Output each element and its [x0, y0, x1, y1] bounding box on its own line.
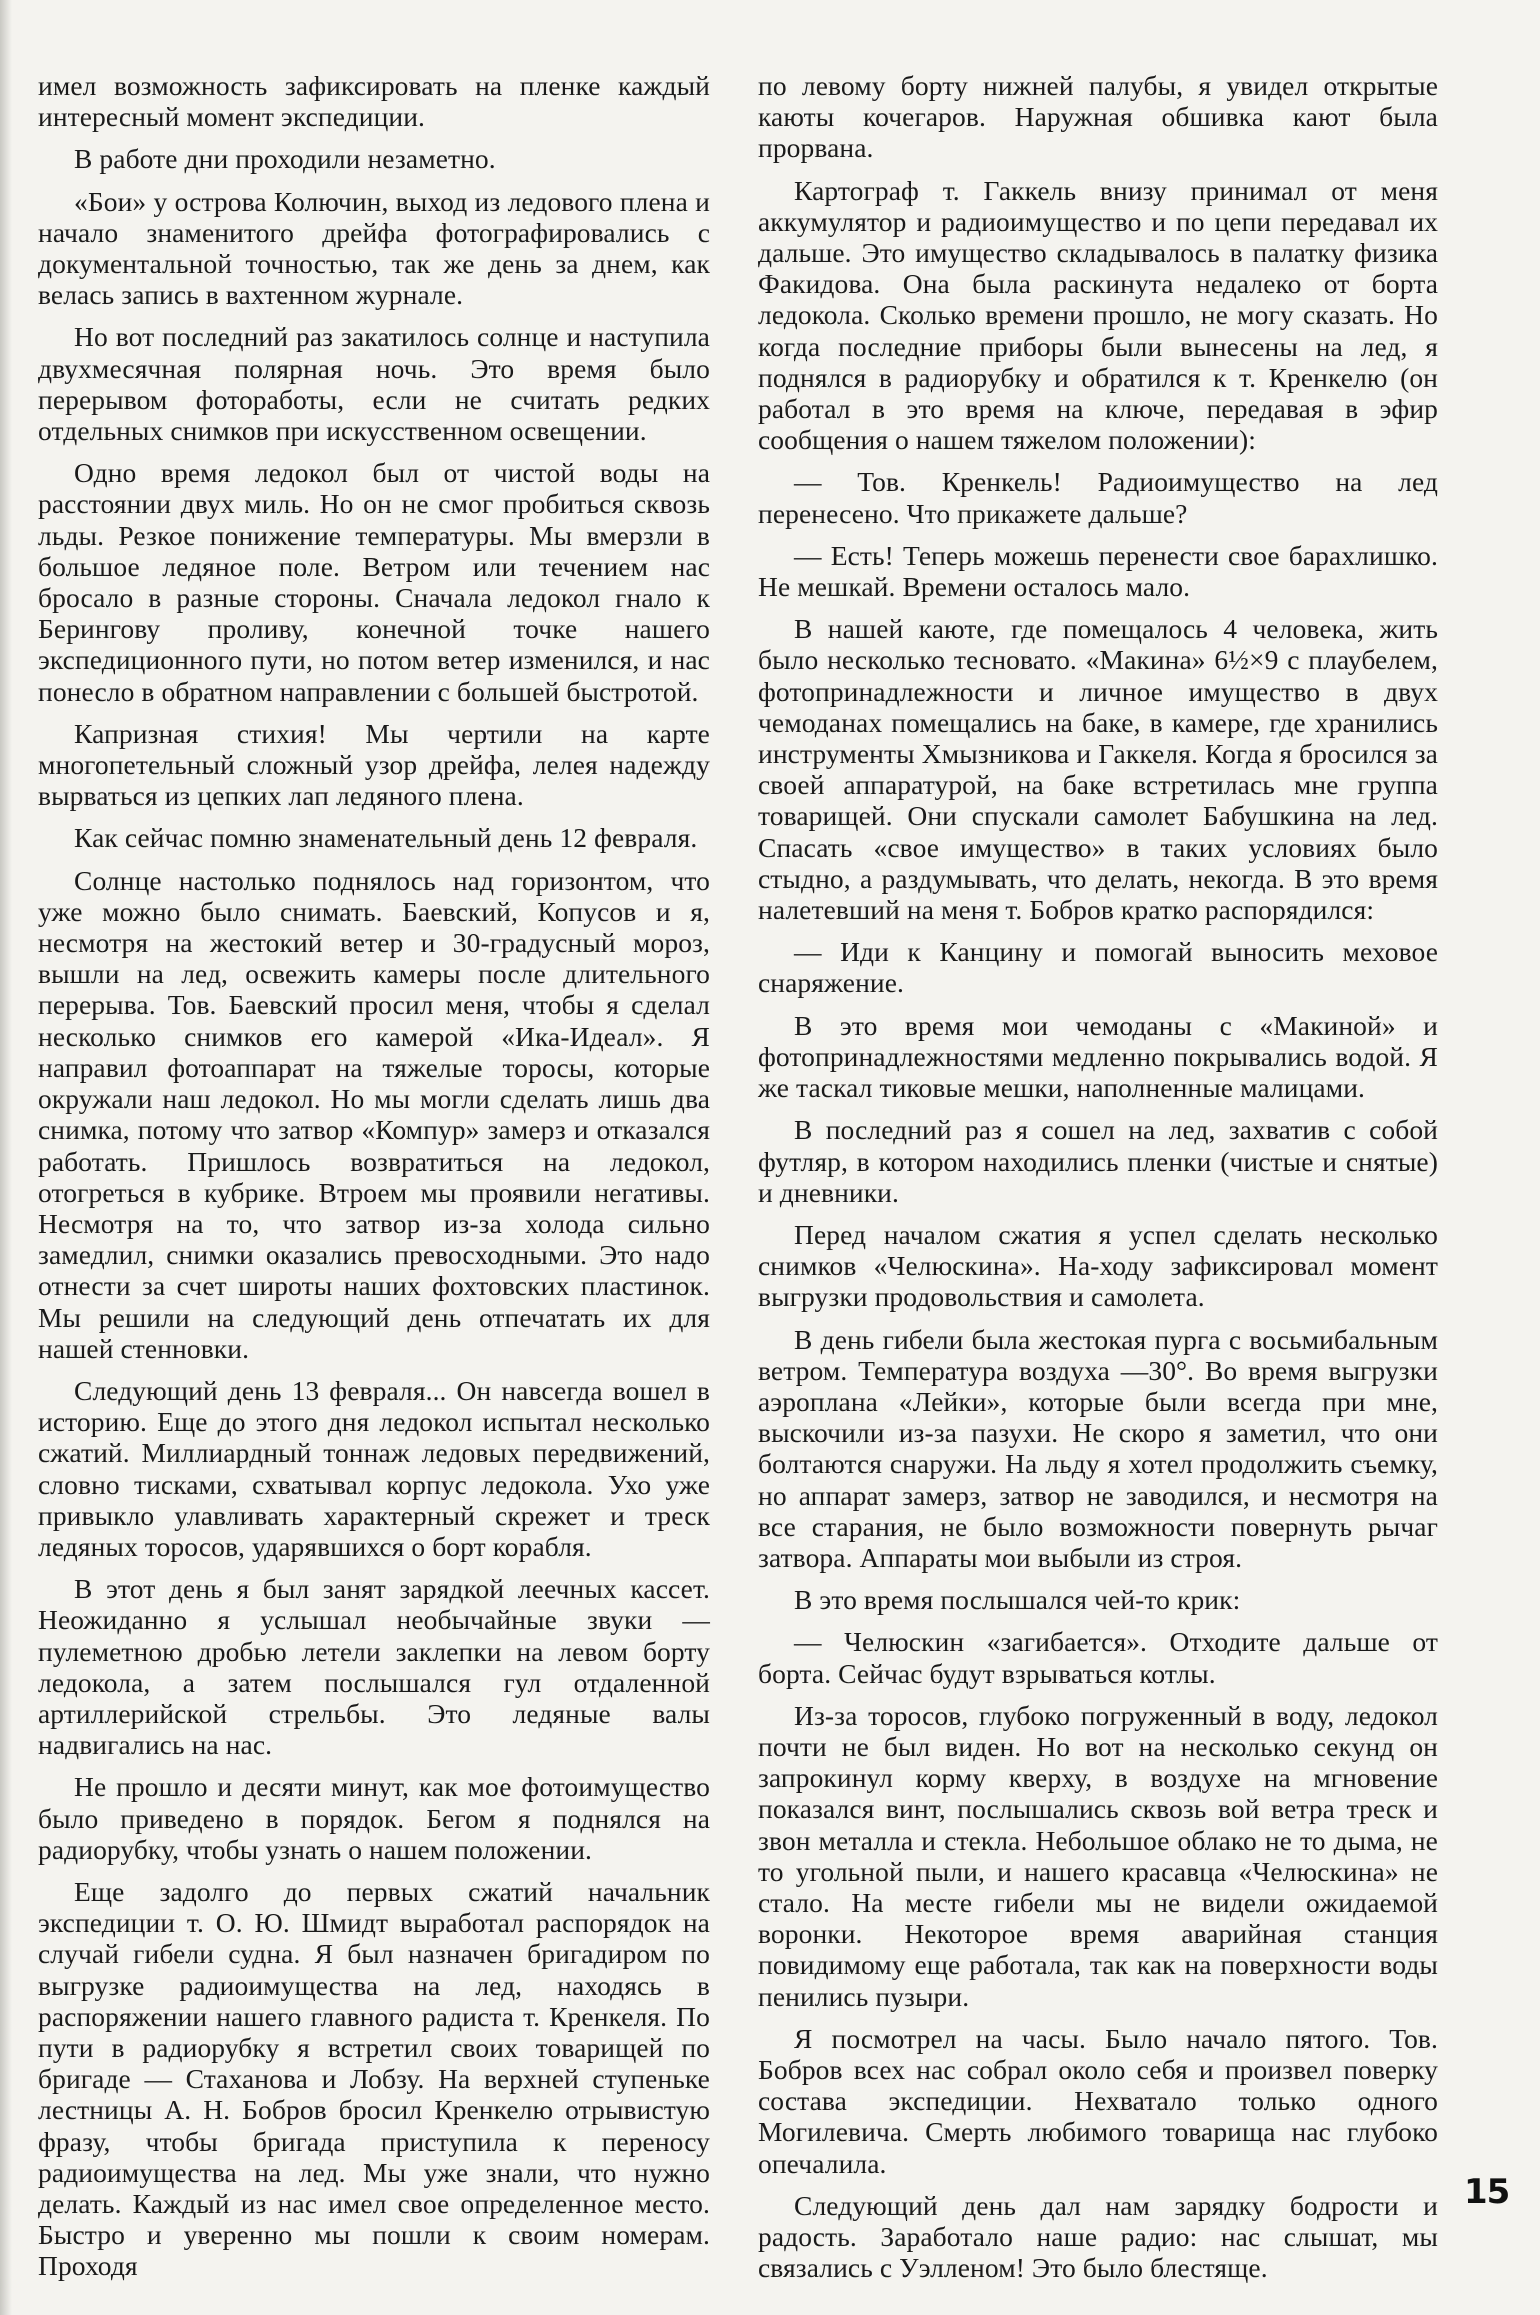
paragraph: Картограф т. Гаккель внизу принимал от меня аккумулятор и радиоимущество и по цепи передавал их дальше. Это имущество складывалось в палатку физика Факидова. Она была раскинута недалеко от борта ледокола. Сколько времени прошло, не могу сказать. Но когда последние приборы были вынесены на лед, я поднялся в радиорубку и обратился к т. Кренкелю (он работал в это время на ключе, передавая в эфир сообщения о нашем тяжелом положении): — [758, 174, 1438, 456]
paragraph: Одно время ледокол был от чистой воды на расстоянии двух миль. Но он не смог пробиться сквозь льды. Резкое понижение температуры. Мы вмерзли в большое ледяное поле. Ветром или течением нас бросало в разные стороны. Сначала ледокол гнало к Берингову проливу, конечной точке нашего экспедиционного пути, но потом ветер изменился, и нас понесло в обратном направлении с большей быстротой. — [38, 457, 710, 707]
paragraph: Не прошло и десяти минут, как мое фотоимущество было приведено в порядок. Бегом я поднялся на радиорубку, чтобы узнать о нашем положении. — [38, 1771, 710, 1865]
paragraph: В этот день я был занят зарядкой леечных кассет. Неожиданно я услышал необычайные звуки — пулеметною дробью летели заклепки на левом борту ледокола, а затем послышался гул отдаленной артиллерийской стрельбы. Это ледяные валы надвигались на нас. — [38, 1573, 710, 1761]
paragraph: — Челюскин «загибается». Отходите дальше от борта. Сейчас будут взрываться котлы. — [758, 1626, 1438, 1689]
paragraph: В последний раз я сошел на лед, захватив с собой футляр, в котором находились пленки (чистые и снятые) и дневники. — [758, 1114, 1438, 1208]
paragraph: Перед началом сжатия я успел сделать несколько снимков «Челюскина». На-ходу зафиксировал момент выгрузки продовольствия и самолета. — [758, 1218, 1438, 1313]
paragraph: Еще задолго до первых сжатий начальник экспедиции т. О. Ю. Шмидт выработал распорядок на случай гибели судна. Я был назначен бригадиром по выгрузке радиоимущества на лед, находясь в распоряжении нашего главного радиста т. Кренкеля. По пути в радиорубку я встретил своих товарищей по бригаде — Стаханова и Лобзу. На верхней ступеньке лестницы А. Н. Бобров бросил Кренкелю отрывистую фразу, чтобы бригада приступила к переносу радиоимущества на лед. Мы уже знали, что нужно делать. Каждый из нас имел свое определенное место. Быстро и уверенно мы пошли к своим номерам. Проходя — [38, 1875, 710, 2282]
paragraph: В день гибели была жестокая пурга с восьмибальным ветром. Температура воздуха —30°. Во время выгрузки аэроплана «Лейки», которые были всегда при мне, выскочили из-за пазухи. Не скоро я заметил, что они болтаются снаружи. На льду я хотел продолжить съемку, но аппарат замерз, затвор не заводился, и несмотря на все старания, не было возможности повернуть рычаг затвора. Аппараты мои выбыли из строя. — [758, 1323, 1438, 1573]
paragraph: Я посмотрел на часы. Было начало пятого. Тов. Бобров всех нас собрал около себя и произвел поверку состава экспедиции. Нехватало только одного Могилевича. Смерть любимого товарища нас глубоко опечалила. — [758, 2022, 1438, 2179]
right-column — [758, 70, 1438, 2294]
paragraph: Но вот последний раз закатилось солнце и наступила двухмесячная полярная ночь. Это время было перерывом фотоработы, если не считать редких отдельных снимков при искусственном освещении. — [38, 321, 710, 447]
left-column — [38, 70, 710, 2293]
page-number: 15 — [1464, 2172, 1510, 2212]
page-edge-shadow — [0, 0, 12, 2315]
paragraph: Из-за торосов, глубоко погруженный в воду, ледокол почти не был виден. Но вот на несколько секунд он запрокинул корму кверху, в воздухе на мгновение показался винт, послышались сквозь вой ветра треск и звон металла и стекла. Небольшое облако не то дыма, не то угольной пыли, и нашего красавца «Челюскина» не стало. На месте гибели мы не видели ожидаемой воронки. Некоторое время аварийная станция повидимому еще работала, так как на поверхности воды пенились пузыри. — [758, 1699, 1438, 2012]
paragraph: по левому борту нижней палубы, я увидел открытые каюты кочегаров. Наружная обшивка кают была прорвана. — [758, 70, 1438, 164]
paragraph: В это время послышался чей-то крик: — [794, 1584, 1241, 1616]
paragraph: Капризная стихия! Мы чертили на карте многопетельный сложный узор дрейфа, лелея надежду вырваться из цепких лап ледяного плена. — [38, 717, 710, 812]
paragraph: Следующий день 13 февраля... Он навсегда вошел в историю. Еще до этого дня ледокол испытал несколько сжатий. Миллиардный тоннаж ледовых передвижений, словно тисками, схватывал корпус ледокола. Ухо уже привыкло улавливать характерный скрежет и треск ледяных торосов, ударявшихся о борт корабля. — [38, 1374, 710, 1562]
paragraph: имел возможность зафиксировать на пленке каждый интересный момент экспедиции. — [38, 70, 710, 133]
paragraph: Следующий день дал нам зарядку бодрости и радость. Заработало наше радио: нас слышат, мы связались с Уэлленом! Это было блестяще. — [758, 2189, 1438, 2284]
paragraph: В это время мои чемоданы с «Макиной» и фотопринадлежностями медленно покрывались водой. Я же таскал тиковые мешки, наполненные малицами. — [758, 1009, 1438, 1104]
paragraph: — Иди к Канцину и помогай выносить меховое снаряжение. — [758, 936, 1438, 999]
paragraph: — Тов. Кренкель! Радиоимущество на лед перенесено. Что прикажете дальше? — [758, 466, 1438, 529]
paragraph: В работе дни проходили незаметно. — [74, 143, 496, 175]
paragraph: — Есть! Теперь можешь перенести свое барахлишко. Не мешкай. Времени осталось мало. — [758, 539, 1438, 603]
paragraph: Как сейчас помню знаменательный день 12 февраля. — [74, 822, 698, 854]
paragraph: В нашей каюте, где помещалось 4 человека, жить было несколько тесновато. «Макина» 6½×9 с плаубелем, фотопринадлежности и личное имущество в двух чемоданах помещались на баке, в камере, где хранились инструменты Хмызникова и Гаккеля. Когда я бросился за своей аппаратурой, на баке встретилась мне группа товарищей. Они спускали самолет Бабушкина на лед. Спасать «свое имущество» в таких условиях было стыдно, а раздумывать, что делать, некогда. В это время налетевший на меня т. Бобров кратко распорядился: — [758, 613, 1438, 926]
paragraph: «Бои» у острова Колючин, выход из ледового плена и начало знаменитого дрейфа фотографировались с документальной точностью, так же день за днем, как велась запись в вахтенном журнале. — [38, 185, 710, 311]
paragraph: Солнце настолько поднялось над горизонтом, что уже можно было снимать. Баевский, Копусов и я, несмотря на жестокий ветер и 30-градусный мороз, вышли на лед, освежить камеры после длительного перерыва. Тов. Баевский просил меня, чтобы я сделал несколько снимков его камерой «Ика-Идеал». Я направил фотоаппарат на тяжелые торосы, которые окружали наш ледокол. Но мы могли сделать лишь два снимка, потому что затвор «Компур» замерз и отказался работать. Пришлось возвратиться на ледокол, отогреться в кубрике. Втроем мы проявили негативы. Несмотря на то, что затвор из-за холода сильно замедлил, снимки оказались превосходными. Это надо отнести за счет широты наших фохтовских пластинок. Мы решили на следующий день отпечатать их для нашей стенновки. — [38, 864, 710, 1364]
